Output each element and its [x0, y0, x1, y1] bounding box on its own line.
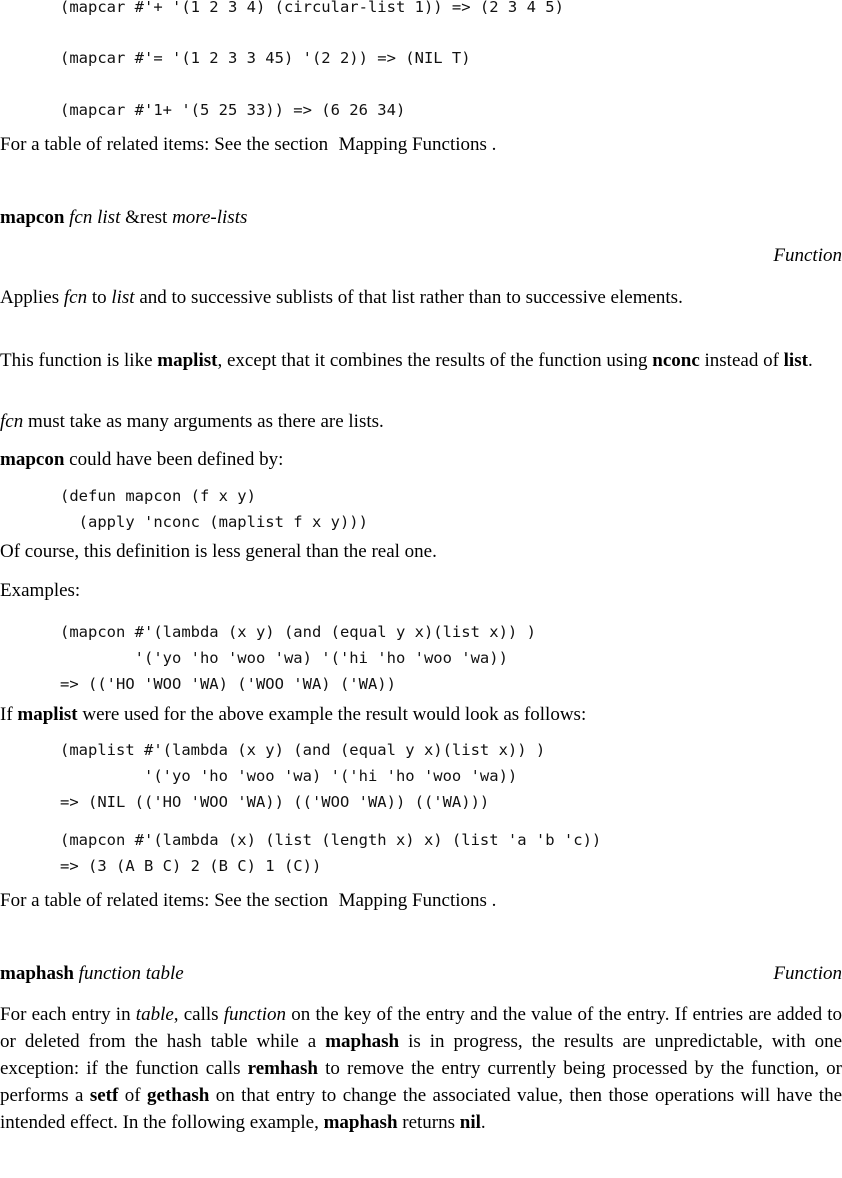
code-example-mapcar-equal: (mapcar #'= '(1 2 3 3 45) '(2 2)) => (NIL T): [60, 49, 471, 67]
function-ref: maphash: [323, 1112, 398, 1133]
mapcon-arg-list: list: [97, 207, 121, 228]
mapcon-example-3-line-1: (mapcon #'(lambda (x) (list (length x) x) (list 'a 'b 'c)): [60, 831, 602, 849]
code-example-mapcar-plus: (mapcar #'+ '(1 2 3 4) (circular-list 1)) => (2 3 4 5): [60, 0, 564, 16]
mapcon-example-3-line-2: => (3 (A B C) 2 (B C) 1 (C)): [60, 857, 322, 875]
maphash-kind-label: Function: [773, 963, 842, 984]
arg-ref: function: [223, 1004, 287, 1025]
text: This function is like: [0, 350, 153, 371]
text: Applies: [0, 287, 60, 308]
text: on that entry to change the associated value, then those operations will have the intended effect. In the following example,: [0, 1085, 842, 1133]
function-ref: nil: [459, 1112, 481, 1133]
mapcon-example-1-line-1: (mapcon #'(lambda (x y) (and (equal y x)(list x)) ): [60, 623, 536, 641]
text: were used for the above example the result would look as follows:: [82, 704, 587, 725]
mapcon-paragraph-5: Of course, this definition is less general than the real one.: [0, 541, 437, 562]
related-items-line: [0, 890, 496, 912]
mapcon-example-2-line-2: '('yo 'ho 'woo 'wa) '('hi 'ho 'woo 'wa)): [60, 767, 518, 785]
mapcon-definition-line-2: (apply 'nconc (maplist f x y))): [60, 513, 368, 531]
mapcon-name: mapcon: [0, 207, 65, 228]
mapcon-definition-line-1: (defun mapcon (f x y): [60, 487, 256, 505]
text: is in progress, the results are unpredictable, with one exception: if the function calls: [0, 1031, 842, 1079]
text: to remove the entry currently being processed by the function, or performs a: [0, 1058, 842, 1106]
mapcon-example-2-line-3: => (NIL (('HO 'WOO 'WA)) (('WOO 'WA)) (('WA))): [60, 793, 490, 811]
mapcon-paragraph-4: [0, 449, 283, 471]
text: to: [91, 287, 107, 308]
maphash-name: maphash: [0, 963, 74, 984]
arg-ref: table: [135, 1004, 174, 1025]
text: instead of: [704, 350, 779, 371]
text: If: [0, 704, 13, 725]
function-ref: maphash: [325, 1031, 400, 1052]
related-link-mapping-functions[interactable]: Mapping Functions: [338, 134, 487, 155]
arg-ref: fcn: [63, 287, 88, 308]
text: could have been defined by:: [69, 449, 284, 470]
mapcon-signature: [0, 207, 247, 229]
mapcon-paragraph-2: [0, 347, 842, 374]
text: , except that it combines the results of the function using: [217, 350, 648, 371]
function-ref: list: [783, 350, 808, 371]
arg-ref: fcn: [0, 411, 24, 432]
text: .: [807, 350, 813, 371]
maphash-signature: [0, 963, 184, 985]
function-ref: mapcon: [0, 449, 65, 470]
function-ref: nconc: [652, 350, 700, 371]
text: For each entry in: [0, 1004, 131, 1025]
mapcon-paragraph-7: [0, 704, 586, 726]
related-prefix: For a table of related items: See the section: [0, 890, 329, 911]
mapcon-arg-fcn: fcn: [69, 207, 93, 228]
text: must take as many arguments as there are lists.: [27, 411, 384, 432]
text: , calls: [173, 1004, 219, 1025]
text: returns: [402, 1112, 456, 1133]
maphash-paragraph-1: [0, 1001, 842, 1136]
mapcon-example-2-line-1: (maplist #'(lambda (x y) (and (equal y x)(list x)) ): [60, 741, 546, 759]
text: of: [124, 1085, 141, 1106]
mapcon-rest-keyword: &rest: [125, 207, 168, 228]
text: .: [480, 1112, 486, 1133]
function-ref: gethash: [147, 1085, 210, 1106]
related-suffix: .: [491, 134, 497, 155]
mapcon-examples-label: Examples:: [0, 580, 81, 601]
arg-ref: list: [111, 287, 135, 308]
function-ref: setf: [89, 1085, 119, 1106]
function-ref: maplist: [17, 704, 78, 725]
mapcon-example-1-line-3: => (('HO 'WOO 'WA) ('WOO 'WA) ('WA)): [60, 675, 396, 693]
mapcon-arg-more-lists: more-lists: [172, 207, 248, 228]
mapcon-example-1-line-2: '('yo 'ho 'woo 'wa) '('hi 'ho 'woo 'wa)): [60, 649, 508, 667]
text: on the key of the entry and the value of the entry. If entries are added to or deleted from the hash table while a: [0, 1004, 842, 1052]
mapcon-paragraph-1: [0, 284, 842, 311]
code-example-mapcar-1plus: (mapcar #'1+ '(5 25 33)) => (6 26 34): [60, 101, 406, 119]
text: and to successive sublists of that list rather than to successive elements.: [139, 287, 683, 308]
related-suffix: .: [491, 890, 497, 911]
related-items-line: [0, 134, 496, 156]
related-link-mapping-functions[interactable]: Mapping Functions: [338, 890, 487, 911]
function-ref: remhash: [247, 1058, 319, 1079]
mapcon-kind-label: Function: [773, 245, 842, 266]
function-ref: maplist: [157, 350, 218, 371]
maphash-arg-function: function: [78, 963, 141, 984]
related-prefix: For a table of related items: See the section: [0, 134, 329, 155]
mapcon-paragraph-3: [0, 411, 384, 433]
maphash-arg-table: table: [145, 963, 184, 984]
